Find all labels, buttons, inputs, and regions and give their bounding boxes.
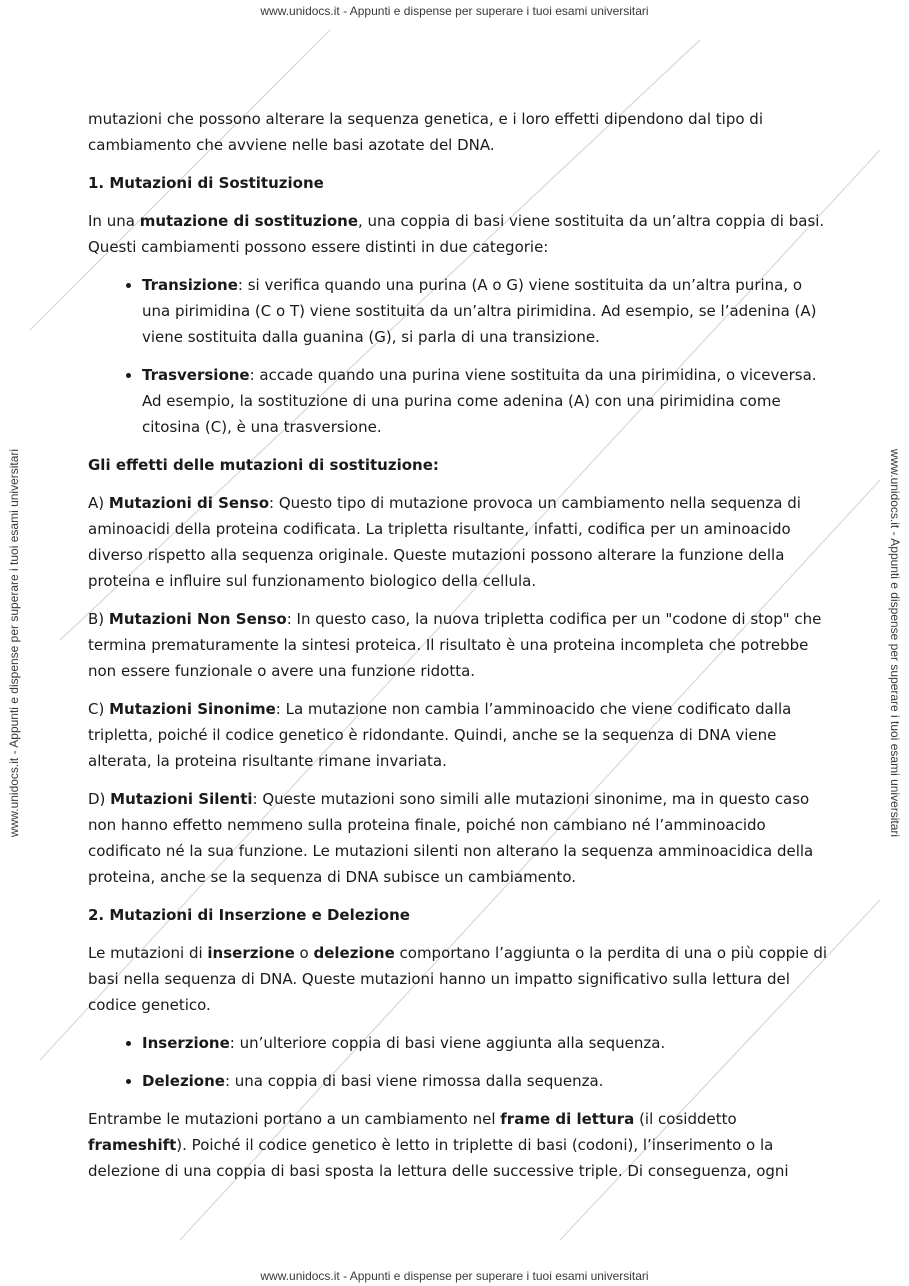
intro-paragraph: mutazioni che possono alterare la sequenza genetica, e i loro effetti dipendono dal tipo di cambiamento che avviene nelle basi azotate del DNA. xyxy=(88,110,763,154)
text-fragment: D) xyxy=(88,790,111,808)
text-fragment: In una xyxy=(88,212,140,230)
text-fragment: Le mutazioni di xyxy=(88,944,208,962)
paragraph-sinonime xyxy=(88,696,828,774)
watermark-left: www.unidocs.it - Appunti e dispense per superare i tuoi esami universitari xyxy=(7,448,21,838)
watermark-bottom: www.unidocs.it - Appunti e dispense per superare i tuoi esami universitari xyxy=(260,1269,649,1283)
text-fragment: : si verifica quando una purina (A o G) viene sostituita da un’altra purina, o una pirimidina (C o T) viene sostituita da un’altra pirimidina. Ad esempio, se l’adenina (A) viene sostituita dalla guanina (G), si parla di una transizione. xyxy=(142,276,817,346)
bold-term: Gli effetti delle mutazioni di sostituzione: xyxy=(88,456,439,474)
bold-term: Mutazioni Silenti xyxy=(110,790,253,808)
bold-term: frame di lettura xyxy=(500,1110,635,1128)
text-fragment: Entrambe le mutazioni portano a un cambiamento nel xyxy=(88,1110,501,1128)
section-heading-inserzione-delezione: 2. Mutazioni di Inserzione e Delezione xyxy=(88,906,410,924)
document-body xyxy=(88,106,828,1196)
list-item-inserzione xyxy=(142,1030,828,1056)
text-fragment: comportano l’aggiunta o la perdita di una o più coppie di basi nella sequenza di DNA. Queste mutazioni hanno un impatto significativo sulla lettura del codice genetico. xyxy=(88,944,828,1014)
bold-term: mutazione di sostituzione xyxy=(139,212,358,230)
paragraph-non-senso xyxy=(88,606,828,684)
text-fragment: : accade quando una purina viene sostituita da una pirimidina, o viceversa. Ad esempio, la sostituzione di una purina come adenina (A) con una pirimidina come citosina (C), è una trasversione. xyxy=(142,366,817,436)
frameshift-paragraph xyxy=(88,1106,828,1184)
list-item-trasversione xyxy=(142,362,828,440)
list-item-delezione xyxy=(142,1068,828,1094)
bold-term: Mutazioni Sinonime xyxy=(109,700,276,718)
text-fragment: o xyxy=(294,944,314,962)
bold-term: Mutazioni Non Senso xyxy=(108,610,287,628)
list-item-transizione xyxy=(142,272,828,350)
sostituzione-paragraph xyxy=(88,208,828,260)
sostituzione-list xyxy=(88,272,828,440)
text-fragment: C) xyxy=(88,700,110,718)
text-fragment: : una coppia di basi viene rimossa dalla sequenza. xyxy=(224,1072,604,1090)
watermark-right: www.unidocs.it - Appunti e dispense per superare i tuoi esami universitari xyxy=(888,448,902,838)
text-fragment: : In questo caso, la nuova tripletta codifica per un "codone di stop" che termina prematuramente la sintesi proteica. Il risultato è una proteina incompleta che potrebbe non essere funzionale o avere una funzione ridotta. xyxy=(88,610,822,680)
text-fragment: : Questo tipo di mutazione provoca un cambiamento nella sequenza di aminoacidi della proteina codificata. La tripletta risultante, infatti, codifica per un aminoacido diverso rispetto alla sequenza originale. Queste mutazioni possono alterare la funzione della proteina e influire sul funzionamento biologico della cellula. xyxy=(88,494,801,590)
watermark-top: www.unidocs.it - Appunti e dispense per superare i tuoi esami universitari xyxy=(260,4,649,18)
bold-term: inserzione xyxy=(207,944,295,962)
text-fragment: : Queste mutazioni sono simili alle mutazioni sinonime, ma in questo caso non hanno effetto nemmeno sulla proteina finale, poiché non cambiano né l’amminoacido codificato né la sua funzione. Le mutazioni silenti non alterano la sequenza amminoacidica della proteina, anche se la sequenza di DNA subisce un cambiamento. xyxy=(88,790,814,886)
bold-term: Mutazioni di Senso xyxy=(108,494,269,512)
inserzione-paragraph xyxy=(88,940,828,1018)
text-fragment: (il cosiddetto xyxy=(634,1110,737,1128)
bold-term: Transizione xyxy=(142,276,238,294)
text-fragment: : un’ulteriore coppia di basi viene aggiunta alla sequenza. xyxy=(229,1034,666,1052)
text-fragment: B) xyxy=(88,610,109,628)
text-fragment: ). Poiché il codice genetico è letto in triplette di basi (codoni), l’inserimento o la delezione di una coppia di basi sposta la lettura delle successive triple. Di conseguenza, ogni xyxy=(88,1136,789,1180)
effetti-heading xyxy=(88,452,828,478)
inserzione-list xyxy=(88,1030,828,1094)
bold-term: delezione xyxy=(313,944,395,962)
section-heading-sostituzione: 1. Mutazioni di Sostituzione xyxy=(88,174,324,192)
paragraph-silenti xyxy=(88,786,828,890)
text-fragment: , una coppia di basi viene sostituita da un’altra coppia di basi. Questi cambiamenti possono essere distinti in due categorie: xyxy=(88,212,825,256)
bold-term: frameshift xyxy=(88,1136,177,1154)
bold-term: Trasversione xyxy=(142,366,250,384)
paragraph-senso xyxy=(88,490,828,594)
text-fragment: A) xyxy=(88,494,109,512)
bold-term: Inserzione xyxy=(142,1034,230,1052)
text-fragment: : La mutazione non cambia l’amminoacido che viene codificato dalla tripletta, poiché il codice genetico è ridondante. Quindi, anche se la sequenza di DNA viene alterata, la proteina risultante rimane invariata. xyxy=(88,700,792,770)
bold-term: Delezione xyxy=(142,1072,225,1090)
